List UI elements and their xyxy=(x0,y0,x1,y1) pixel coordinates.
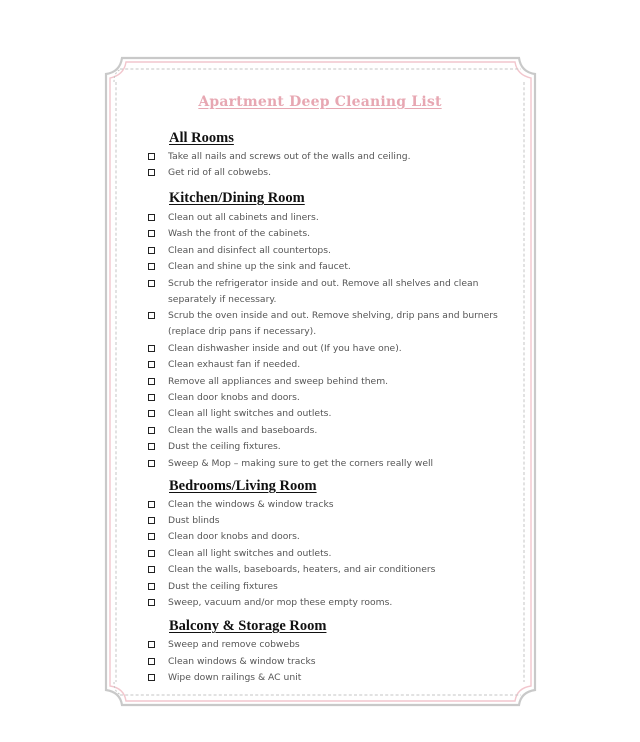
checkbox-icon[interactable] xyxy=(148,443,155,450)
checklist-item[interactable]: Clean door knobs and doors. xyxy=(148,529,518,545)
checkbox-icon[interactable] xyxy=(148,230,155,237)
checklist-item[interactable]: Clean all light switches and outlets. xyxy=(148,406,518,422)
checkbox-icon[interactable] xyxy=(148,460,155,467)
section-heading-bedrooms-living: Bedrooms/Living Room xyxy=(169,478,317,494)
checkbox-icon[interactable] xyxy=(148,280,155,287)
checkbox-icon[interactable] xyxy=(148,501,155,508)
checkbox-icon[interactable] xyxy=(148,517,155,524)
checkbox-icon[interactable] xyxy=(148,153,155,160)
checklist-item[interactable]: Clean all light switches and outlets. xyxy=(148,546,518,562)
checklist-item[interactable]: Clean the walls, baseboards, heaters, and air conditioners xyxy=(148,562,518,578)
checklist-item[interactable]: Clean the walls and baseboards. xyxy=(148,423,518,439)
checkbox-icon[interactable] xyxy=(148,378,155,385)
checklist-item[interactable]: Sweep & Mop – making sure to get the corners really well xyxy=(148,456,518,472)
checkbox-icon[interactable] xyxy=(148,345,155,352)
checklist-item[interactable]: Sweep and remove cobwebs xyxy=(148,637,518,653)
checklist-item[interactable]: Wash the front of the cabinets. xyxy=(148,226,518,242)
checkbox-icon[interactable] xyxy=(148,533,155,540)
checkbox-icon[interactable] xyxy=(148,641,155,648)
section-heading-all-rooms: All Rooms xyxy=(169,130,234,146)
checklist-item[interactable]: Get rid of all cobwebs. xyxy=(148,165,518,181)
checkbox-icon[interactable] xyxy=(148,427,155,434)
section-heading-kitchen-dining: Kitchen/Dining Room xyxy=(169,190,305,206)
checklist-item[interactable]: Wipe down railings & AC unit xyxy=(148,670,518,686)
checklist-item[interactable]: Clean windows & window tracks xyxy=(148,654,518,670)
checkbox-icon[interactable] xyxy=(148,169,155,176)
checklist-item[interactable]: Dust the ceiling fixtures xyxy=(148,579,518,595)
checkbox-icon[interactable] xyxy=(148,550,155,557)
checkbox-icon[interactable] xyxy=(148,658,155,665)
checklist-item[interactable]: Clean out all cabinets and liners. xyxy=(148,210,518,226)
checklist-item[interactable]: Scrub the refrigerator inside and out. Remove all shelves and clean separately if necessary. xyxy=(148,276,518,309)
checklist-item[interactable]: Sweep, vacuum and/or mop these empty rooms. xyxy=(148,595,518,611)
checklist-item[interactable]: Clean exhaust fan if needed. xyxy=(148,357,518,373)
section-heading-balcony-storage: Balcony & Storage Room xyxy=(169,618,327,634)
checkbox-icon[interactable] xyxy=(148,566,155,573)
checklist-item[interactable]: Dust the ceiling fixtures. xyxy=(148,439,518,455)
checklist-item[interactable]: Clean and disinfect all countertops. xyxy=(148,243,518,259)
checklist-item[interactable]: Dust blinds xyxy=(148,513,518,529)
checkbox-icon[interactable] xyxy=(148,312,155,319)
page-title: Apartment Deep Cleaning List xyxy=(198,94,442,110)
checklist-item[interactable]: Scrub the oven inside and out. Remove shelving, drip pans and burners (replace drip pans if necessary). xyxy=(148,308,518,341)
checklist-item[interactable]: Clean the windows & window tracks xyxy=(148,497,518,513)
checkbox-icon[interactable] xyxy=(148,247,155,254)
checklist-item[interactable]: Clean dishwasher inside and out (If you have one). xyxy=(148,341,518,357)
checkbox-icon[interactable] xyxy=(148,599,155,606)
checklist-item[interactable]: Clean and shine up the sink and faucet. xyxy=(148,259,518,275)
checklist-item[interactable]: Take all nails and screws out of the walls and ceiling. xyxy=(148,149,518,165)
checkbox-icon[interactable] xyxy=(148,394,155,401)
checklist-item[interactable]: Remove all appliances and sweep behind them. xyxy=(148,374,518,390)
checkbox-icon[interactable] xyxy=(148,361,155,368)
checkbox-icon[interactable] xyxy=(148,263,155,270)
checkbox-icon[interactable] xyxy=(148,214,155,221)
checkbox-icon[interactable] xyxy=(148,410,155,417)
checkbox-icon[interactable] xyxy=(148,583,155,590)
checklist-item[interactable]: Clean door knobs and doors. xyxy=(148,390,518,406)
checkbox-icon[interactable] xyxy=(148,674,155,681)
